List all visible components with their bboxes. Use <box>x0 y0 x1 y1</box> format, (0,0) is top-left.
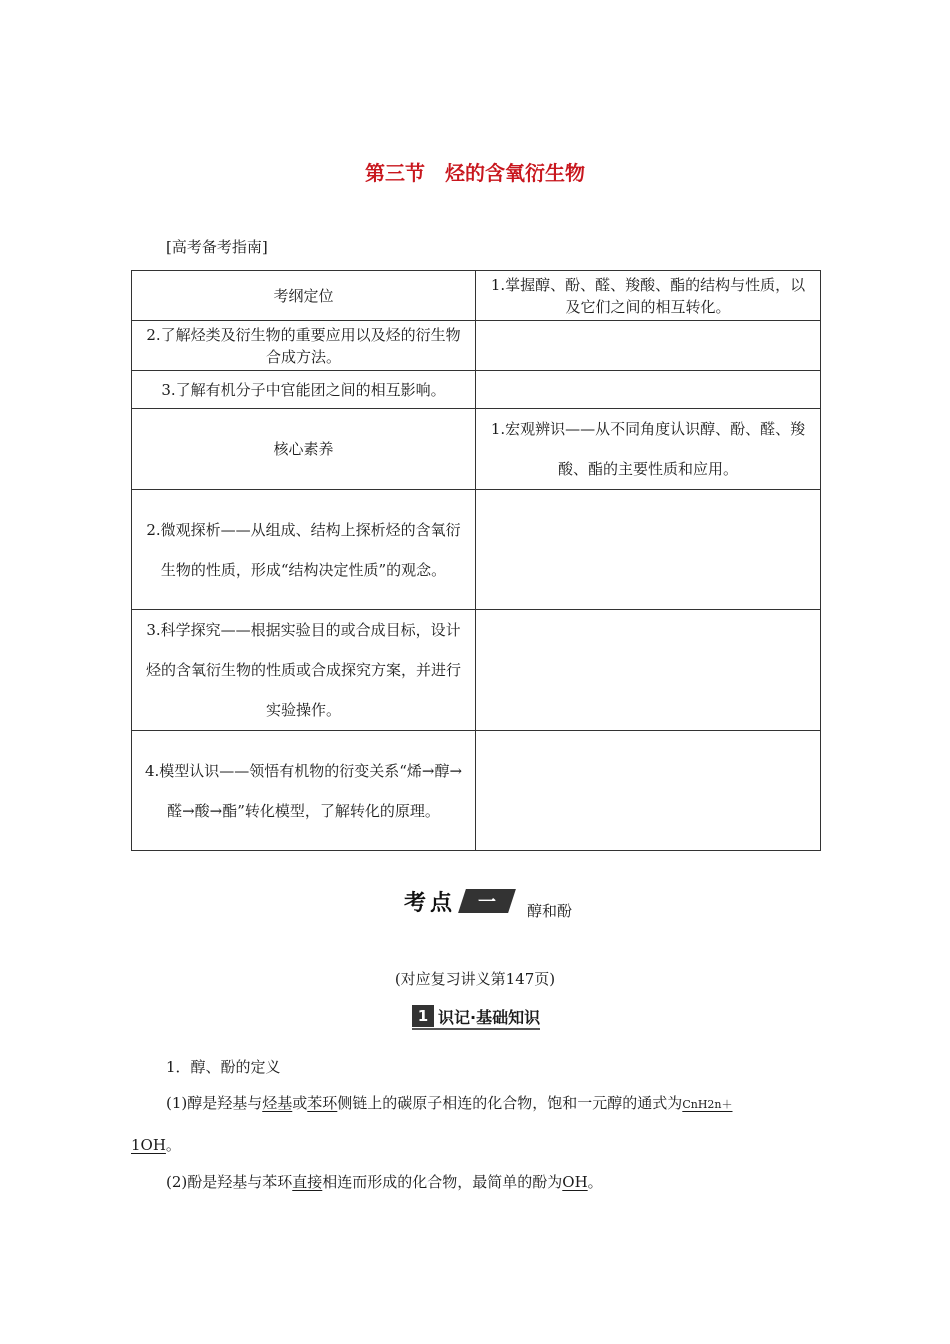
text-run: (1)醇是羟基与 <box>166 1094 263 1112</box>
section-badge <box>412 1004 540 1030</box>
text-run: (2)酚是羟基与苯环 <box>166 1173 293 1191</box>
text-run: 。 <box>165 1136 181 1154</box>
table-cell: 1.宏观辨识——从不同角度认识醇、酚、醛、羧酸、酯的主要性质和应用。 <box>476 409 821 490</box>
table-cell: 2.微观探析——从组成、结构上探析烃的含氧衍生物的性质，形成“结构决定性质”的观念。 <box>132 490 476 610</box>
table-cell: 1.掌握醇、酚、醛、羧酸、酯的结构与性质，以及它们之间的相互转化。 <box>476 271 821 321</box>
page-title: 第三节 烃的含氧衍生物 <box>365 161 585 185</box>
kaodian-number: 一 <box>478 892 497 913</box>
table-cell: 3.了解有机分子中官能团之间的相互影响。 <box>132 371 476 409</box>
table-cell-empty <box>476 321 821 371</box>
table-cell-empty <box>476 610 821 731</box>
text-run: 侧链上的碳原子相连的化合物，饱和一元醇的通式为 <box>337 1094 683 1112</box>
section-header-exam-outline: 考纲定位 <box>132 271 476 321</box>
blank-answer: 直接 <box>292 1173 323 1191</box>
blank-answer: OH <box>562 1173 588 1191</box>
paragraph-alcohol-definition-cont <box>131 1134 181 1156</box>
table-cell: 2.了解烃类及衍生物的重要应用以及烃的衍生物合成方法。 <box>132 321 476 371</box>
text-run: 。 <box>587 1173 603 1191</box>
table-cell: 4.模型认识——领悟有机物的衍变关系“烯→醇→醛→酸→酯”转化模型，了解转化的原理。 <box>132 731 476 851</box>
text-run: 相连而形成的化合物，最简单的酚为 <box>322 1173 563 1191</box>
table-cell-empty <box>476 731 821 851</box>
kaodian-number-badge <box>458 889 516 913</box>
formula-answer: CnH2n＋ <box>682 1098 733 1111</box>
section-badge-number: 1 <box>412 1005 434 1027</box>
section-badge-text: 识记·基础知识 <box>438 1007 541 1027</box>
guide-table <box>131 270 821 851</box>
text-run: 或 <box>292 1094 308 1112</box>
paragraph-alcohol-definition <box>166 1092 826 1116</box>
table-cell-empty <box>476 371 821 409</box>
paragraph-phenol-definition <box>166 1171 603 1193</box>
formula-answer: 1OH <box>131 1136 166 1154</box>
kaodian-label: 考点 <box>404 890 457 916</box>
page-reference: (对应复习讲义第147页) <box>394 970 556 988</box>
kaodian-topic: 醇和酚 <box>527 902 573 920</box>
blank-answer: 苯环 <box>307 1094 338 1112</box>
content-heading: 1．醇、酚的定义 <box>166 1058 281 1076</box>
kaodian-banner <box>404 886 512 916</box>
table-cell: 3.科学探究——根据实验目的或合成目标，设计烃的含氧衍生物的性质或合成探究方案，并进行实验操作。 <box>132 610 476 731</box>
section-header-core-literacy: 核心素养 <box>132 409 476 490</box>
blank-answer: 烃基 <box>262 1094 293 1112</box>
guide-label: [高考备考指南] <box>166 238 268 256</box>
table-cell-empty <box>476 490 821 610</box>
